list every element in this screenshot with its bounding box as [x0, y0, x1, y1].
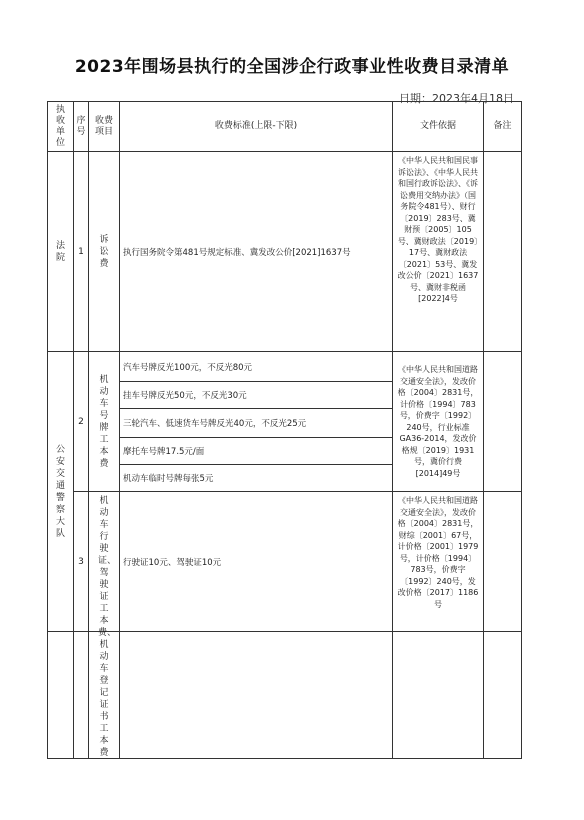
table-row-licences	[48, 492, 522, 632]
standard-subrow: 挂车号牌反光50元，不反光30元	[120, 382, 393, 409]
fee-catalog-table	[47, 101, 522, 759]
empty-cell	[484, 632, 522, 759]
header-seq: 序号	[74, 102, 89, 152]
remark-cell	[484, 152, 522, 352]
seq-cell: 2	[74, 352, 89, 492]
header-item: 收费项目	[89, 102, 120, 152]
table-header-row	[48, 102, 522, 152]
header-unit: 执收单位	[48, 102, 74, 152]
empty-cell	[393, 632, 484, 759]
page-title: 2023年围场县执行的全国涉企行政事业性收费目录清单	[74, 57, 510, 77]
standard-cell: 行驶证10元、驾驶证10元	[120, 492, 393, 632]
standard-subrow: 三轮汽车、低速货车号牌反光40元，不反光25元	[120, 409, 393, 438]
header-standard: 收费标准(上限-下限)	[120, 102, 393, 152]
standard-subrow: 机动车临时号牌每张5元	[120, 465, 393, 492]
seq-cell: 3	[74, 492, 89, 632]
document-date: 日期：2023年4月18日	[399, 92, 514, 105]
unit-cell: 公安交通警察大队	[48, 352, 74, 632]
standard-cell: 执行国务院令第481号规定标准、冀发改公价[2021]1637号	[120, 152, 393, 352]
empty-cell	[74, 632, 89, 759]
basis-cell: 《中华人民共和国道路交通安全法》，发改价格〔2004〕2831号，计价格〔1994〕783号，价费字〔1992〕240号，行业标准GA36-2014，发改价格规〔2019〕1931号，冀价行费[2014]49号	[393, 352, 484, 492]
basis-cell: 《中华人民共和国道路交通安全法》，发改价格〔2004〕2831号，财综〔2001〕67号，计价格〔2001〕1979号，计价格〔1994〕783号，价费字〔1992〕240号，发改价格〔2017〕1186号	[393, 492, 484, 632]
seq-cell: 1	[74, 152, 89, 352]
empty-cell	[120, 632, 393, 759]
empty-cell	[48, 632, 74, 759]
standard-subrow: 汽车号牌反光100元，不反光80元	[120, 352, 393, 382]
table-row-court	[48, 152, 522, 352]
item-cell: 机动车号牌工本费	[89, 352, 120, 492]
table-row-empty	[48, 632, 522, 759]
header-basis: 文件依据	[393, 102, 484, 152]
header-remark: 备注	[484, 102, 522, 152]
remark-cell	[484, 352, 522, 492]
unit-cell: 法院	[48, 152, 74, 352]
standard-subrow: 摩托车号牌17.5元/面	[120, 438, 393, 465]
basis-cell: 《中华人民共和国民事诉讼法》、《中华人民共和国行政诉讼法》、《诉讼费用交纳办法》（国务院令481号）、财行〔2019〕283号、冀财预〔2005〕105号、冀财政法〔2019〕17号、冀财政法〔2021〕53号、冀发改公价〔2021〕1637号、冀财非税函[2022]4号	[393, 152, 484, 352]
remark-cell	[484, 492, 522, 632]
table-row-plates	[48, 352, 522, 382]
item-cell: 诉讼费	[89, 152, 120, 352]
item-cell: 机动车行驶证、驾驶证工本费、机动车登记证书工本费	[89, 492, 120, 632]
